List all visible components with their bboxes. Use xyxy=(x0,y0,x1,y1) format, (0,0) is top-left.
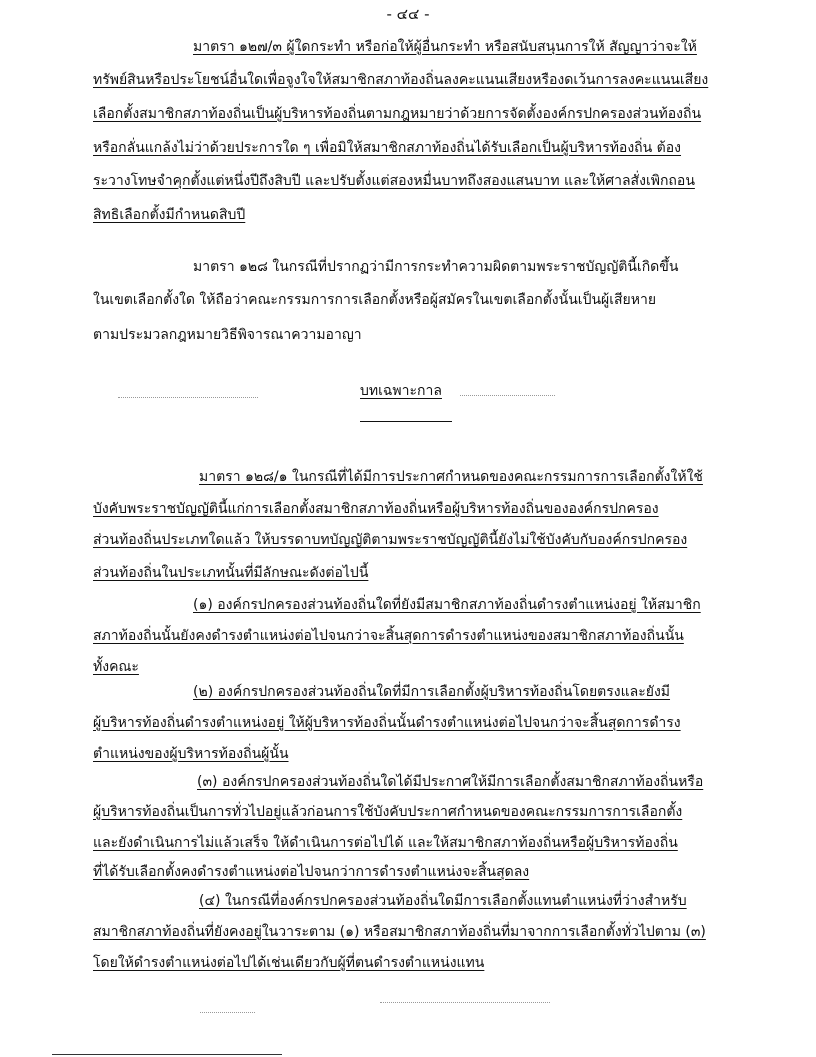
paragraph-line: (๔) ในกรณีที่องค์กรปกครองส่วนท้องถิ่นใดมีการเลือกตั้งแทนตำแหน่งที่ว่างสำหรับ xyxy=(199,893,687,909)
paragraph-line: ตำแหน่งของผู้บริหารท้องถิ่นผู้นั้น xyxy=(93,746,289,762)
paragraph-line: มาตรา ๑๒๘/๑ ในกรณีที่ได้มีการประกาศกำหนดของคณะกรรมการการเลือกตั้งให้ใช้ xyxy=(199,469,703,485)
paragraph-line: ทั้งคณะ xyxy=(93,659,139,675)
paragraph-line: บังคับพระราชบัญญัตินี้แก่การเลือกตั้งสมาชิกสภาท้องถิ่นหรือผู้บริหารท้องถิ่นขององค์กรปกครอง xyxy=(93,501,659,517)
paragraph-line: สิทธิเลือกตั้งมีกำหนดสิบปี xyxy=(93,207,246,223)
paragraph-line: ส่วนท้องถิ่นประเภทใดแล้ว ให้บรรดาบทบัญญัติตามพระราชบัญญัตินี้ยังไม่ใช้บังคับกับองค์กรปกครอง xyxy=(93,532,688,548)
paragraph-line: ที่ได้รับเลือกตั้งคงดำรงตำแหน่งต่อไปจนกว่าการดำรงตำแหน่งจะสิ้นสุดลง xyxy=(93,864,530,880)
paragraph-line: ผู้บริหารท้องถิ่นเป็นการทั่วไปอยู่แล้วก่อนการใช้บังคับประกาศกำหนดของคณะกรรมการการเลือกตั้ง xyxy=(93,804,683,820)
paragraph-line: สมาชิกสภาท้องถิ่นที่ยังคงอยู่ในวาระตาม (๑) หรือสมาชิกสภาท้องถิ่นที่มาจากการเลือกตั้งทั่วไปตาม (๓) xyxy=(93,924,706,940)
paragraph-line: ตามประมวลกฎหมายวิธีพิจารณาความอาญา xyxy=(93,327,362,343)
paragraph-line: สภาท้องถิ่นนั้นยังคงดำรงตำแหน่งต่อไปจนกว่าจะสิ้นสุดการดำรงตำแหน่งของสมาชิกสภาท้องถิ่นนั้น xyxy=(93,628,684,644)
scan-noise xyxy=(460,395,555,397)
footer-rule xyxy=(52,1054,282,1055)
scan-noise xyxy=(118,397,258,399)
heading-divider xyxy=(360,421,452,422)
paragraph-line: (๑) องค์กรปกครองส่วนท้องถิ่นใดที่ยังมีสมาชิกสภาท้องถิ่นดำรงตำแหน่งอยู่ ให้สมาชิก xyxy=(193,597,701,613)
paragraph-line: เลือกตั้งสมาชิกสภาท้องถิ่นเป็นผู้บริหารท้องถิ่นตามกฎหมายว่าด้วยการจัดตั้งองค์กรปกครองส่วนท้องถิ่น xyxy=(93,106,702,122)
transitory-heading: บทเฉพาะกาล xyxy=(360,383,442,399)
paragraph-line: หรือกลั่นแกล้งไม่ว่าด้วยประการใด ๆ เพื่อมิให้สมาชิกสภาท้องถิ่นได้รับเลือกเป็นผู้บริหารท้องถิ่น ต้อง xyxy=(93,140,682,156)
paragraph-line: มาตรา ๑๒๘ ในกรณีที่ปรากฏว่ามีการกระทำความผิดตามพระราชบัญญัตินี้เกิดขึ้น xyxy=(193,259,679,275)
paragraph-line: ผู้บริหารท้องถิ่นดำรงตำแหน่งอยู่ ให้ผู้บริหารท้องถิ่นนั้นดำรงตำแหน่งต่อไปจนกว่าจะสิ้นสุดการดำรง xyxy=(93,715,681,731)
paragraph-line: ทรัพย์สินหรือประโยชน์อื่นใดเพื่อจูงใจให้สมาชิกสภาท้องถิ่นลงคะแนนเสียงหรืองดเว้นการลงคะแนนเสียง xyxy=(93,72,709,88)
paragraph-line: และยังดำเนินการไม่แล้วเสร็จ ให้ดำเนินการต่อไปได้ และให้สมาชิกสภาท้องถิ่นหรือผู้บริหารท้องถิ่น xyxy=(93,835,678,851)
paragraph-line: โดยให้ดำรงตำแหน่งต่อไปได้เช่นเดียวกับผู้ที่ตนดำรงตำแหน่งแทน xyxy=(93,955,485,971)
scan-noise xyxy=(380,1002,550,1004)
paragraph-line: มาตรา ๑๒๗/๓ ผู้ใดกระทำ หรือก่อให้ผู้อื่นกระทำ หรือสนับสนุนการให้ สัญญาว่าจะให้ xyxy=(193,39,697,55)
paragraph-line: (๓) องค์กรปกครองส่วนท้องถิ่นใดได้มีประกาศให้มีการเลือกตั้งสมาชิกสภาท้องถิ่นหรือ xyxy=(197,774,704,790)
paragraph-line: ส่วนท้องถิ่นในประเภทนั้นที่มีลักษณะดังต่อไปนี้ xyxy=(93,565,369,581)
paragraph-line: ระวางโทษจำคุกตั้งแต่หนึ่งปีถึงสิบปี และปรับตั้งแต่สองหมื่นบาทถึงสองแสนบาท และให้ศาลสั่งเพิกถอน xyxy=(93,173,695,189)
scan-noise xyxy=(200,1012,255,1014)
paragraph-line: ในเขตเลือกตั้งใด ให้ถือว่าคณะกรรมการการเลือกตั้งหรือผู้สมัครในเขตเลือกตั้งนั้นเป็นผู้เสียหาย xyxy=(93,292,657,308)
page-number: - ๔๔ - xyxy=(386,5,430,23)
paragraph-line: (๒) องค์กรปกครองส่วนท้องถิ่นใดที่มีการเลือกตั้งผู้บริหารท้องถิ่นโดยตรงและยังมี xyxy=(193,684,671,700)
